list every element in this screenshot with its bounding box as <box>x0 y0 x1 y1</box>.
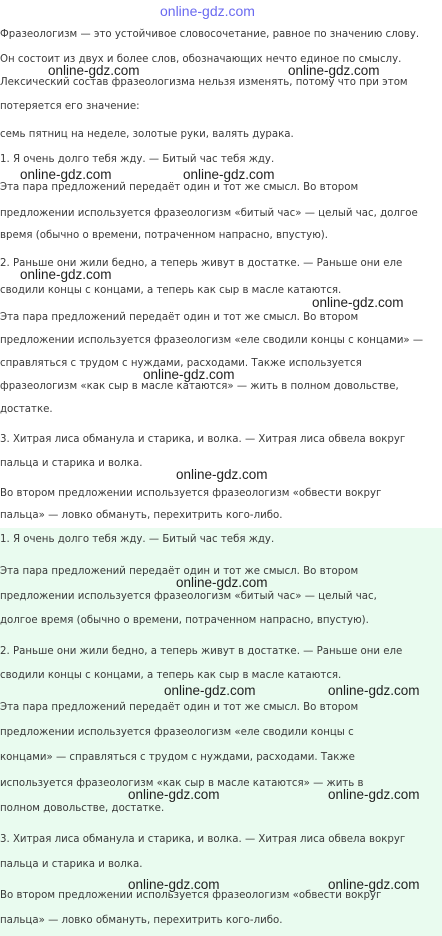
item-1-explanation: Эта пара предложений передаёт один и тот же смысл. Во втором <box>0 182 359 193</box>
item-2-explanation: достатке. <box>0 404 53 415</box>
watermark-text: online-gdz.com <box>48 63 140 78</box>
item-3-sentence: пальца и старика и волка. <box>0 458 143 469</box>
watermark-text: online-gdz.com <box>128 787 220 802</box>
answer-item-2-sentence: сводили концы с концами, а теперь как сыр в масле катаются. <box>0 670 342 681</box>
watermark-text: online-gdz.com <box>312 295 404 310</box>
definition-text: потеряется его значение: <box>0 101 140 112</box>
answer-item-2-explanation: предложении используется фразеологизм «еле сводили концы с <box>0 727 354 738</box>
definition-text: Фразеологизм — это устойчивое словосочетание, равное по значению слову. <box>0 29 420 40</box>
watermark-text: online-gdz.com <box>176 467 268 482</box>
item-3-explanation: Во втором предложении используется фразеологизм «обвести вокруг <box>0 488 382 499</box>
item-1-sentence: 1. Я очень долго тебя жду. — Битый час тебя жду. <box>0 154 275 165</box>
answer-item-3-sentence: пальца и старика и волка. <box>0 859 143 870</box>
item-1-explanation: предложении используется фразеологизм «битый час» — целый час, долгое <box>0 208 418 219</box>
item-3-explanation: пальца» — ловко обмануть, перехитрить кого-либо. <box>0 510 283 521</box>
answer-item-1-explanation: долгое время (обычно о времени, потраченном напрасно, впустую). <box>0 615 369 626</box>
definition-text: Он состоит из двух и более слов, обозначающих нечто единое по смыслу. <box>0 54 402 65</box>
item-2-explanation: Эта пара предложений передаёт один и тот же смысл. Во втором <box>0 312 359 323</box>
item-2-explanation: справляться с трудом с нуждами, расходами. Также используется <box>0 358 362 369</box>
watermark-text: online-gdz.com <box>143 367 235 382</box>
answer-item-2-sentence: 2. Раньше они жили бедно, а теперь живут в достатке. — Раньше они еле <box>0 646 403 657</box>
answer-item-1-sentence: 1. Я очень долго тебя жду. — Битый час тебя жду. <box>0 534 275 545</box>
answer-item-2-explanation: Эта пара предложений передаёт один и тот же смысл. Во втором <box>0 702 359 713</box>
item-3-sentence: 3. Хитрая лиса обманула и старика, и волка. — Хитрая лиса обвела вокруг <box>0 434 406 445</box>
answer-item-2-explanation: концами» — справляться с трудом с нуждами, расходами. Также <box>0 752 355 763</box>
answer-item-2-explanation: используется фразеологизм «как сыр в масле катаются» — жить в <box>0 778 364 789</box>
watermark-text: online-gdz.com <box>128 877 220 892</box>
watermark-text: online-gdz.com <box>328 877 420 892</box>
item-2-sentence: 2. Раньше они жили бедно, а теперь живут в достатке. — Раньше они еле <box>0 258 403 269</box>
answer-item-2-explanation: полном довольстве, достатке. <box>0 803 165 814</box>
watermark-text: online-gdz.com <box>160 3 255 19</box>
watermark-text: online-gdz.com <box>328 787 420 802</box>
item-2-explanation: предложении используется фразеологизм «еле сводили концы с концами» — <box>0 335 424 346</box>
watermark-text: online-gdz.com <box>176 575 268 590</box>
watermark-text: online-gdz.com <box>164 683 256 698</box>
watermark-text: online-gdz.com <box>328 683 420 698</box>
examples-text: семь пятниц на неделе, золотые руки, валять дурака. <box>0 129 294 140</box>
answer-item-1-explanation: предложении используется фразеологизм «битый час» — целый час, <box>0 591 377 602</box>
item-2-sentence: сводили концы с концами, а теперь как сыр в масле катаются. <box>0 285 342 296</box>
watermark-text: online-gdz.com <box>183 167 275 182</box>
definition-text: Лексический состав фразеологизма нельзя изменять, потому что при этом <box>0 77 408 88</box>
answer-item-1-explanation: Эта пара предложений передаёт один и тот же смысл. Во втором <box>0 566 359 577</box>
watermark-text: online-gdz.com <box>20 267 112 282</box>
item-2-explanation: фразеологизм «как сыр в масле катаются» — жить в полном довольстве, <box>0 381 399 392</box>
item-1-explanation: время (обычно о времени, потраченном напрасно, впустую). <box>0 230 328 241</box>
answer-item-3-sentence: 3. Хитрая лиса обманула и старика, и волка. — Хитрая лиса обвела вокруг <box>0 834 406 845</box>
answer-item-3-explanation: пальца» — ловко обмануть, перехитрить кого-либо. <box>0 915 283 926</box>
watermark-text: online-gdz.com <box>288 63 380 78</box>
answer-item-3-explanation: Во втором предложении используется фразеологизм «обвести вокруг <box>0 890 382 901</box>
watermark-text: online-gdz.com <box>20 167 112 182</box>
